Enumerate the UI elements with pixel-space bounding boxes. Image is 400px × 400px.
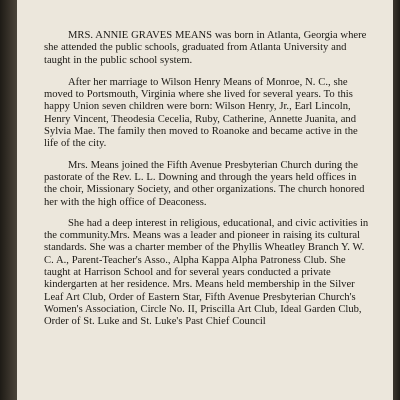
cut-off-text-line (44, 338, 371, 344)
paragraph-church: Mrs. Means joined the Fifth Avenue Presbyterian Church during the pastorate of the Rev. L. L. Downing and through the years held offices in the choir, Missionary Society, and other organizations. The church honored her with the high office of Deaconess. (44, 159, 365, 208)
page-shadow-left (0, 0, 17, 400)
document-page (17, 0, 393, 400)
paragraph-biography-intro: MRS. ANNIE GRAVES MEANS was born in Atlanta, Georgia where she attended the public schools, graduated from Atlanta University and taught in the public school system. (44, 30, 367, 66)
paragraph-marriage-family: After her marriage to Wilson Henry Means of Monroe, N. C., she moved to Portsmouth, Virginia where she lived for several years. To this happy Union seven children were born: Wilson Henry, Jr., Earl Lincoln, Henry Vincent, Theodesia Cecelia, Ruby, Catherine, Annette Juanita, and Sylvia Mae. The family then moved to Roanoke and became active in the life of the city. (44, 76, 358, 150)
page-shadow-right (393, 0, 400, 400)
paragraph-community: She had a deep interest in religious, educational, and civic activities in the community.Mrs. Means was a leader and pioneer in raising its cultural standards. She was a charter member of the Phyllis Wheatley Branch Y. W. C. A., Parent-Teacher's Asso., Alpha Kappa Alpha Patroness Club. She taught at Harrison School and for several years conducted a private kindergarten at her residence. Mrs. Means held membership in the Silver Leaf Art Club, Order of Eastern Star, Fifth Avenue Presbyterian Church's Women's Association, Circle No. II, Priscilla Art Club, Ideal Garden Club, Order of St. Luke and St. Luke's Past Chief Council (44, 217, 369, 328)
